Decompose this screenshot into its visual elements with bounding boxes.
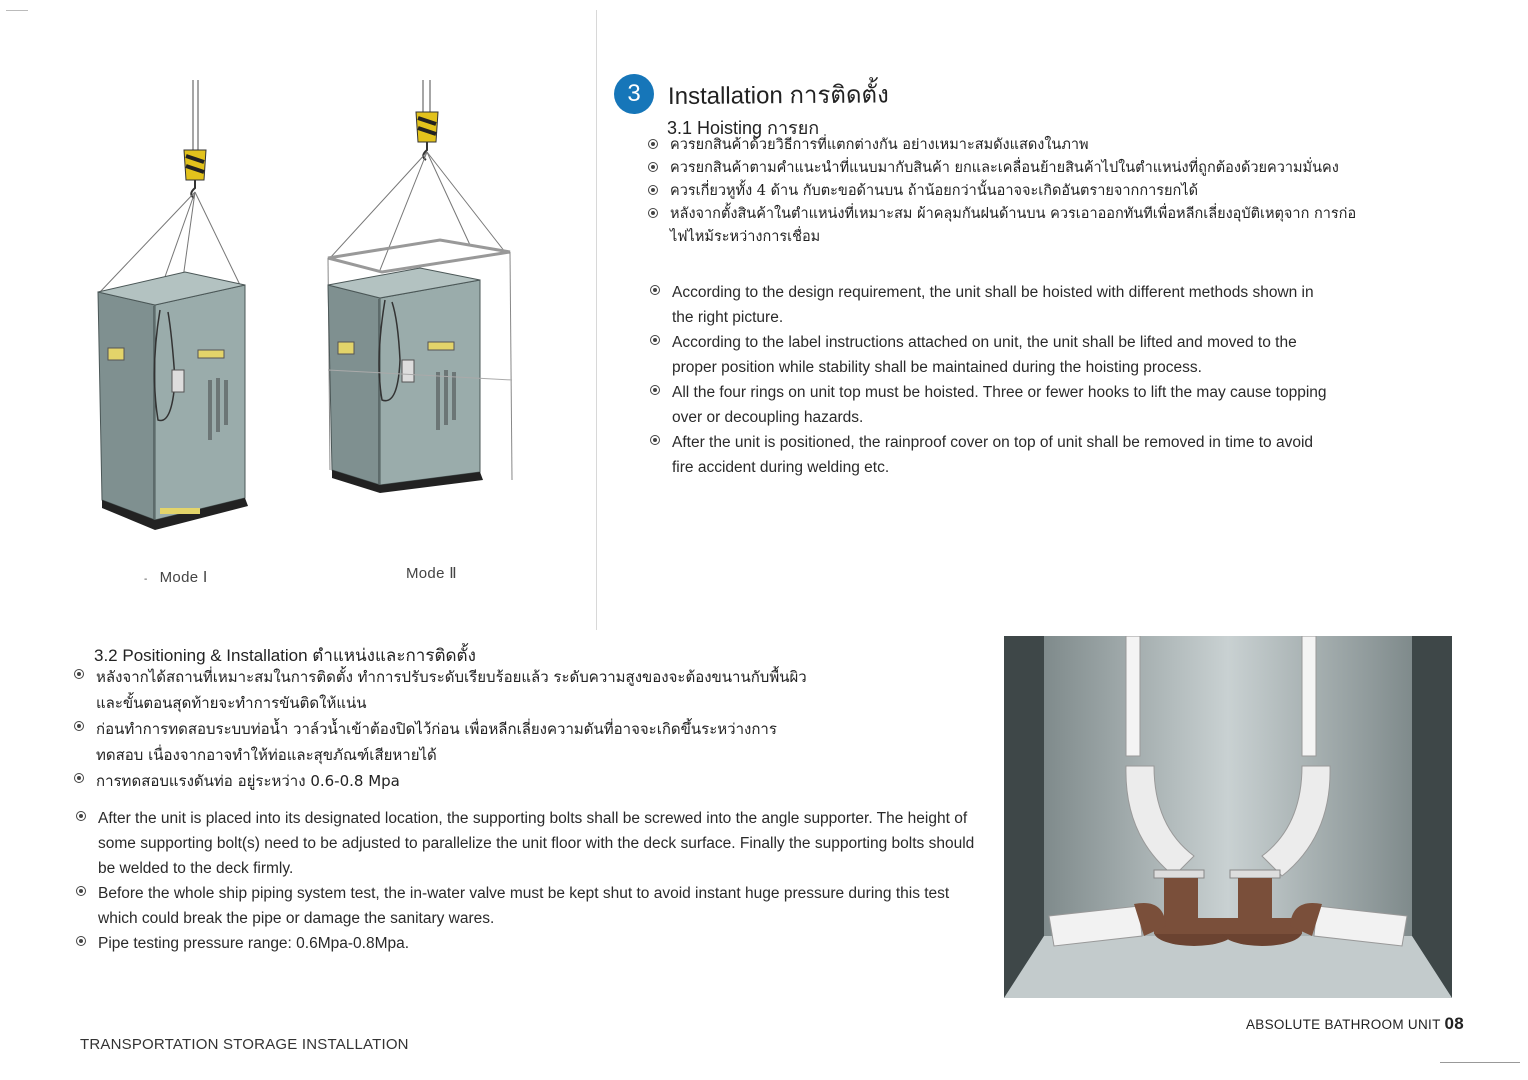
piping-installation-photo: [1004, 636, 1452, 998]
mode-1-caption: - Mode Ⅰ: [144, 569, 208, 586]
positioning-subtitle: 3.2 Positioning & Installation ตำแหน่งและการติดตั้ง: [94, 646, 476, 665]
list-item: ควรยกสินค้าตามคำแนะนำที่แนบมากับสินค้า ยกและเคลื่อนย้ายสินค้าไปในตำแหน่งที่ถูกต้องด้วยความมั่นคง: [648, 157, 1388, 180]
list-item: After the unit is placed into its designated location, the supporting bolts shall be screwed into the angle supporter. The height of some supporting bolt(s) need to be adjusted to parallelize the unit floor with the deck surface. Finally the supporting bolts should be welded to the deck firmly.: [76, 806, 986, 881]
list-item: According to the label instructions attached on unit, the unit shall be lifted and moved to the proper position while stability shall be maintained during the hoisting process.: [650, 330, 1330, 380]
list-item: Before the whole ship piping system test, the in-water valve must be kept shut to avoid instant huge pressure during this test which could break the pipe or damage the sanitary wares.: [76, 881, 986, 931]
bullet-icon: [648, 139, 658, 149]
footer-rule: [1440, 1062, 1520, 1063]
list-item: ควรยกสินค้าด้วยวิธีการที่แตกต่างกัน อย่างเหมาะสมดังแสดงในภาพ: [648, 134, 1388, 157]
corner-mark: [6, 10, 28, 11]
mode-2-caption: Mode Ⅱ: [406, 565, 457, 582]
list-item: According to the design requirement, the unit shall be hoisted with different methods shown in the right picture.: [650, 280, 1330, 330]
bullet-icon: [76, 811, 86, 821]
list-item: Pipe testing pressure range: 0.6Mpa-0.8Mpa.: [76, 931, 986, 956]
list-item: ควรเกี่ยวหูทั้ง 4 ด้าน กับตะขอด้านบน ถ้าน้อยกว่านั้นอาจจะเกิดอันตรายจากการยกได้: [648, 180, 1388, 203]
hoisting-mode-2-illustration: [320, 80, 530, 500]
list-item: ก่อนทำการทดสอบระบบท่อน้ำ วาล์วน้ำเข้าต้องปิดไว้ก่อน เพื่อหลีกเลี่ยงความดันที่อาจจะเกิดขึ้นระหว่างการทดสอบ เนื่องจากอาจทำให้ท่อและสุขภัณฑ์เสียหายได้: [74, 716, 814, 768]
hoisting-subtitle: 3.1 Hoisting การยก: [667, 118, 820, 138]
section-title: Installation การติดตั้ง: [667, 81, 889, 110]
column-divider: [596, 10, 597, 630]
bullet-icon: [648, 162, 658, 172]
hoisting-thai-list: [648, 134, 1388, 249]
footer-section-label: TRANSPORTATION STORAGE INSTALLATION: [80, 1036, 409, 1053]
hoisting-mode-1-illustration: [80, 80, 300, 550]
list-item: หลังจากตั้งสินค้าในตำแหน่งที่เหมาะสม ผ้าคลุมกันฝนด้านบน ควรเอาออกทันทีเพื่อหลีกเลี่ยงอุบัติเหตุจาก การก่อไฟไหม้ระหว่างการเชื่อม: [648, 203, 1370, 249]
bullet-icon: [650, 285, 660, 295]
list-item: All the four rings on unit top must be hoisted. Three or fewer hooks to lift the may cause topping over or decoupling hazards.: [650, 380, 1330, 430]
bullet-icon: [650, 385, 660, 395]
positioning-english-list: [76, 806, 986, 956]
bullet-icon: [76, 886, 86, 896]
positioning-thai-list: [74, 664, 814, 794]
list-item: After the unit is positioned, the rainproof cover on top of unit shall be removed in time to avoid fire accident during welding etc.: [650, 430, 1330, 480]
bullet-icon: [650, 335, 660, 345]
bullet-icon: [648, 208, 658, 218]
bullet-icon: [74, 773, 84, 783]
bullet-icon: [650, 435, 660, 445]
crane-hook-icon: [184, 150, 206, 198]
section-number-badge: 3: [614, 74, 654, 114]
footer-product-name: ABSOLUTE BATHROOM UNIT: [1246, 1017, 1441, 1032]
list-item: การทดสอบแรงดันท่อ อยู่ระหว่าง 0.6-0.8 Mpa: [74, 768, 814, 794]
page-number: 08: [1444, 1014, 1464, 1033]
bullet-icon: [74, 721, 84, 731]
list-item: หลังจากได้สถานที่เหมาะสมในการติดตั้ง ทำการปรับระดับเรียบร้อยแล้ว ระดับความสูงของจะต้องขนานกับพื้นผิว และขั้นตอนสุดท้ายจะทำการขันติดให้แน่น: [74, 664, 814, 716]
bullet-icon: [648, 185, 658, 195]
footer-document-label: [1246, 1014, 1464, 1034]
bullet-icon: [76, 936, 86, 946]
bullet-icon: [74, 669, 84, 679]
hoisting-english-list: [650, 280, 1330, 480]
